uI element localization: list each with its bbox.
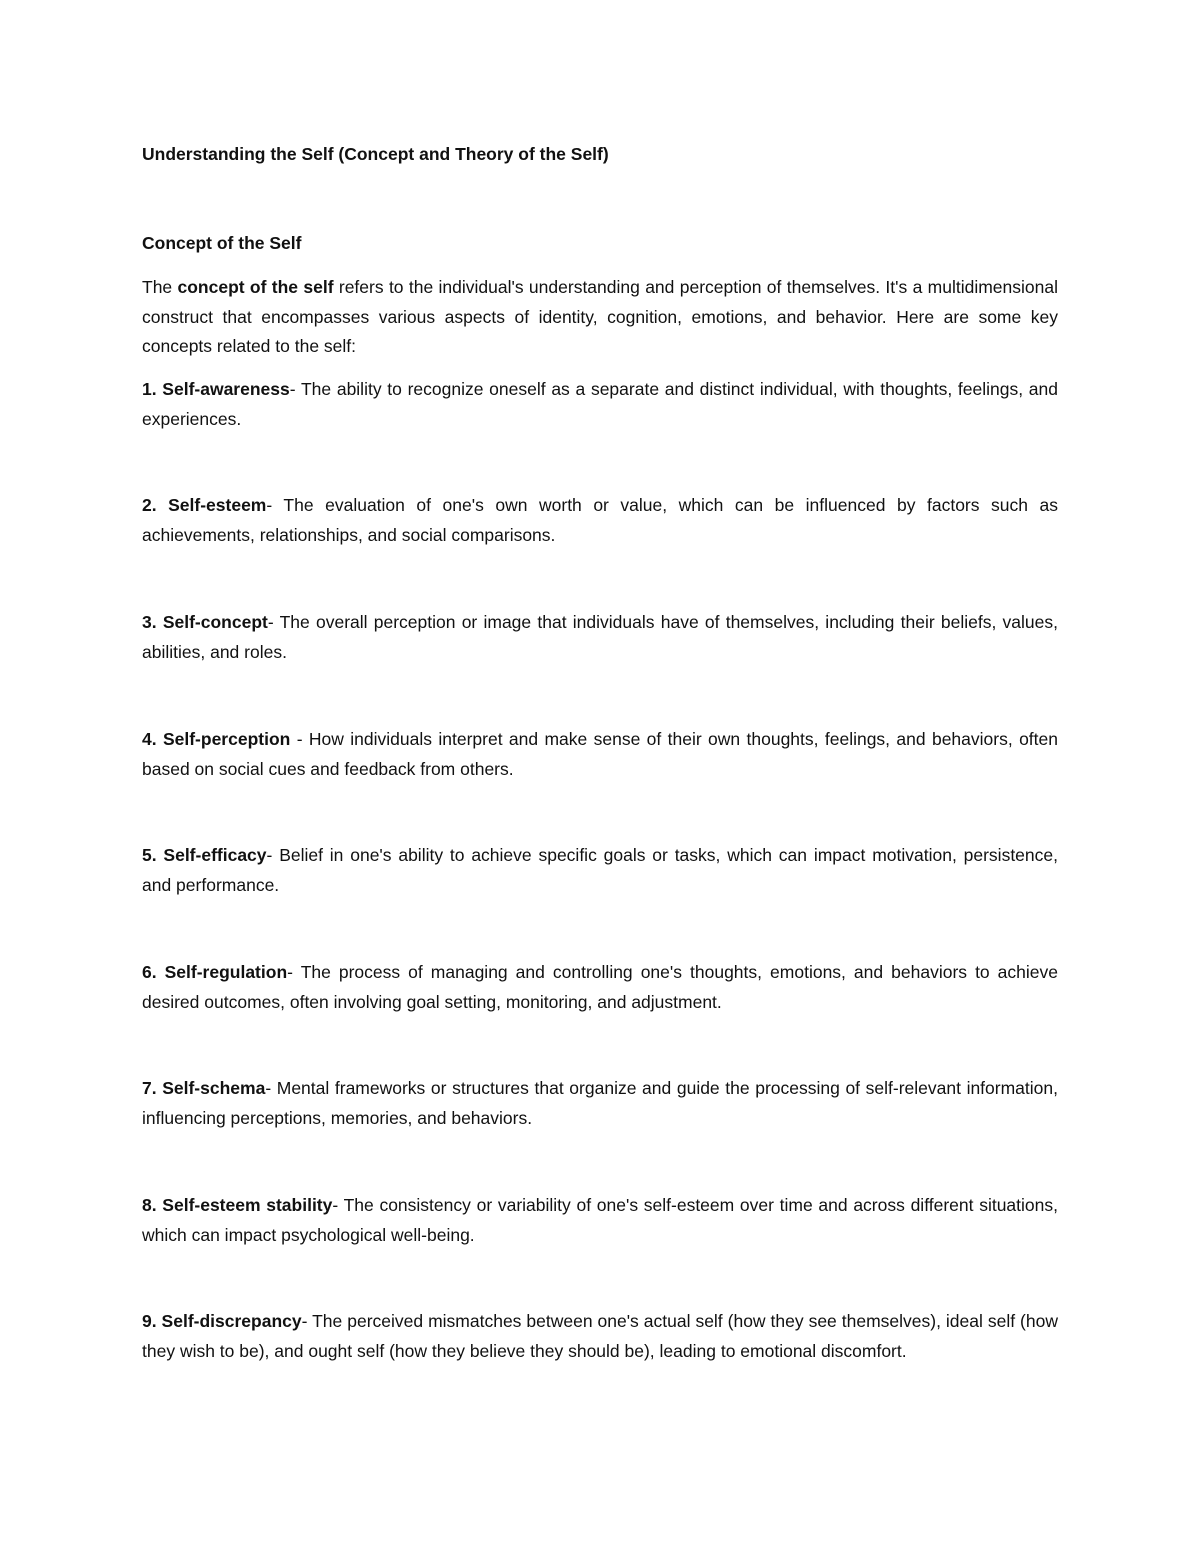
item-term: 6. Self-regulation — [142, 962, 288, 982]
list-item-self-awareness — [142, 375, 1058, 434]
intro-rest: refers to the individual's understanding and perception of themselves. It's a multidimensional construct that encompasses various aspects of identity, cognition, emotions, and behavior. Here are some key concepts related to the self: — [142, 277, 1058, 356]
list-item-self-esteem — [142, 491, 1058, 550]
item-term: 1. Self-awareness — [142, 379, 290, 399]
list-item-self-esteem-stability — [142, 1191, 1058, 1250]
item-text: The process of managing and controlling one's thoughts, emotions, and behaviors to achieve desired outcomes, often involving goal setting, monitoring, and adjustment. — [142, 962, 1059, 1012]
intro-paragraph — [142, 273, 1058, 362]
item-separator: - — [301, 1311, 313, 1331]
document-title: Understanding the Self (Concept and Theory of the Self) — [142, 144, 609, 164]
item-term: 4. Self-perception — [142, 729, 291, 749]
item-separator: - — [287, 962, 301, 982]
list-item-self-concept — [142, 608, 1058, 667]
item-text: Belief in one's ability to achieve specific goals or tasks, which can impact motivation, persistence, and performance. — [142, 845, 1058, 895]
list-item-self-perception — [142, 725, 1058, 784]
item-term: 8. Self-esteem stability — [142, 1195, 333, 1215]
list-item-self-efficacy — [142, 841, 1058, 900]
item-term: 7. Self-schema — [142, 1078, 266, 1098]
item-separator: - — [290, 729, 309, 749]
item-separator: - — [267, 612, 280, 632]
item-separator: - — [289, 379, 301, 399]
item-separator: - — [265, 1078, 277, 1098]
item-text: The perceived mismatches between one's actual self (how they see themselves), ideal self (how they wish to be), and ought self (how they believe they should be), leading to emotional discomfort. — [142, 1311, 1058, 1361]
item-text: How individuals interpret and make sense of their own thoughts, feelings, and behaviors, often based on social cues and feedback from others. — [142, 729, 1058, 779]
item-term: 3. Self-concept — [142, 612, 268, 632]
section-heading: Concept of the Self — [142, 233, 302, 253]
list-item-self-schema — [142, 1074, 1058, 1133]
item-separator: - — [266, 495, 284, 515]
item-text: The evaluation of one's own worth or value, which can be influenced by factors such as achievements, relationships, and social comparisons. — [142, 495, 1059, 545]
item-term: 5. Self-efficacy — [142, 845, 267, 865]
item-term: 2. Self-esteem — [142, 495, 267, 515]
item-text: Mental frameworks or structures that organize and guide the processing of self-relevant information, influencing perceptions, memories, and behaviors. — [142, 1078, 1058, 1128]
item-text: The overall perception or image that individuals have of themselves, including their beliefs, values, abilities, and roles. — [142, 612, 1059, 662]
item-separator: - — [332, 1195, 344, 1215]
intro-bold-term: concept of the self — [177, 277, 334, 297]
item-text: The consistency or variability of one's self-esteem over time and across different situations, which can impact psychological well-being. — [142, 1195, 1058, 1245]
list-item-self-discrepancy — [142, 1307, 1058, 1366]
list-item-self-regulation — [142, 958, 1058, 1017]
item-separator: - — [266, 845, 280, 865]
item-term: 9. Self-discrepancy — [142, 1311, 302, 1331]
item-text: The ability to recognize oneself as a separate and distinct individual, with thoughts, feelings, and experiences. — [142, 379, 1058, 429]
intro-lead: The — [142, 277, 178, 297]
